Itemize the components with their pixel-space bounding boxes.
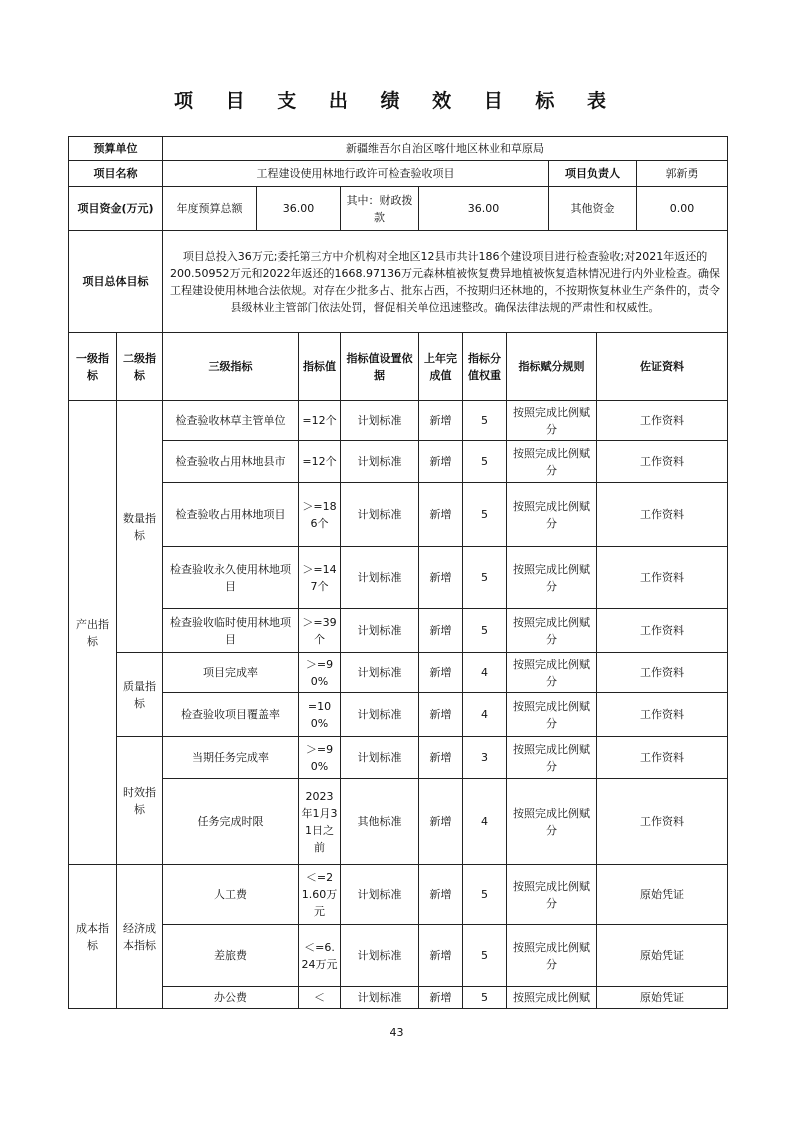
indicator-value: =100% bbox=[299, 693, 341, 737]
indicator-basis: 计划标准 bbox=[341, 483, 419, 547]
indicator-name: 检查验收项目覆盖率 bbox=[163, 693, 299, 737]
indicator-weight: 3 bbox=[463, 737, 507, 779]
budget-unit-row bbox=[69, 137, 728, 161]
indicator-name: 检查验收永久使用林地项目 bbox=[163, 547, 299, 609]
col-prev: 上年完成值 bbox=[419, 333, 463, 401]
col-rule: 指标赋分规则 bbox=[507, 333, 597, 401]
indicator-weight: 5 bbox=[463, 401, 507, 441]
table-row bbox=[69, 441, 728, 483]
col-level3: 三级指标 bbox=[163, 333, 299, 401]
project-owner-label: 项目负责人 bbox=[549, 161, 637, 187]
indicator-evidence: 原始凭证 bbox=[597, 925, 728, 987]
indicator-name: 办公费 bbox=[163, 987, 299, 1009]
other-funds-value: 0.00 bbox=[637, 187, 728, 231]
indicator-evidence: 工作资料 bbox=[597, 779, 728, 865]
indicator-rule: 按照完成比例赋分 bbox=[507, 865, 597, 925]
annual-budget-label: 年度预算总额 bbox=[163, 187, 257, 231]
indicator-name: 检查验收临时使用林地项目 bbox=[163, 609, 299, 653]
indicator-name: 任务完成时限 bbox=[163, 779, 299, 865]
indicator-prev: 新增 bbox=[419, 547, 463, 609]
indicator-weight: 5 bbox=[463, 441, 507, 483]
indicator-basis: 计划标准 bbox=[341, 547, 419, 609]
group-cost: 成本指标 bbox=[69, 865, 117, 1009]
funds-row bbox=[69, 187, 728, 231]
indicator-rule: 按照完成比例赋分 bbox=[507, 779, 597, 865]
indicator-name: 检查验收林草主管单位 bbox=[163, 401, 299, 441]
col-evidence: 佐证资料 bbox=[597, 333, 728, 401]
indicator-weight: 5 bbox=[463, 609, 507, 653]
indicator-evidence: 工作资料 bbox=[597, 547, 728, 609]
indicator-prev: 新增 bbox=[419, 693, 463, 737]
budget-unit-value: 新疆维吾尔自治区喀什地区林业和草原局 bbox=[163, 137, 728, 161]
table-row bbox=[69, 483, 728, 547]
indicator-rule: 按照完成比例赋分 bbox=[507, 609, 597, 653]
indicator-value: ＞=147个 bbox=[299, 547, 341, 609]
indicator-value: 2023年1月31日之前 bbox=[299, 779, 341, 865]
indicator-value: ＞=186个 bbox=[299, 483, 341, 547]
indicator-evidence: 工作资料 bbox=[597, 483, 728, 547]
indicator-basis: 计划标准 bbox=[341, 987, 419, 1009]
group-economic-cost: 经济成本指标 bbox=[117, 865, 163, 1009]
indicator-evidence: 工作资料 bbox=[597, 653, 728, 693]
indicator-evidence: 原始凭证 bbox=[597, 987, 728, 1009]
overall-goal-label: 项目总体目标 bbox=[69, 231, 163, 333]
table-row bbox=[69, 693, 728, 737]
col-weight: 指标分值权重 bbox=[463, 333, 507, 401]
column-header-row bbox=[69, 333, 728, 401]
group-quantity: 数量指标 bbox=[117, 401, 163, 653]
indicator-rule: 按照完成比例赋 bbox=[507, 987, 597, 1009]
performance-target-table bbox=[68, 136, 728, 1009]
overall-goal-text: 项目总投入36万元;委托第三方中介机构对全地区12县市共计186个建设项目进行检查验收;对2021年返还的200.50952万元和2022年返还的1668.97136万元森林植被恢复费异地植被恢复造林情况进行内外业检查。确保工程建设使用林地合法依规。对存在少批多占、批东占西，不按期归还林地的，不按期恢复林业生产条件的，责令县级林业主管部门依法处罚，督促相关单位迅速整改。确保法律法规的严肃性和权威性。 bbox=[163, 231, 728, 333]
table-row bbox=[69, 987, 728, 1009]
indicator-prev: 新增 bbox=[419, 779, 463, 865]
indicator-name: 项目完成率 bbox=[163, 653, 299, 693]
indicator-name: 差旅费 bbox=[163, 925, 299, 987]
indicator-weight: 4 bbox=[463, 779, 507, 865]
indicator-rule: 按照完成比例赋分 bbox=[507, 441, 597, 483]
indicator-name: 检查验收占用林地项目 bbox=[163, 483, 299, 547]
indicator-weight: 5 bbox=[463, 547, 507, 609]
fiscal-value: 36.00 bbox=[419, 187, 549, 231]
table-row bbox=[69, 401, 728, 441]
indicator-value: ＞=90% bbox=[299, 653, 341, 693]
indicator-basis: 计划标准 bbox=[341, 401, 419, 441]
indicator-weight: 4 bbox=[463, 653, 507, 693]
indicator-value: ＜=6.24万元 bbox=[299, 925, 341, 987]
indicator-name: 当期任务完成率 bbox=[163, 737, 299, 779]
group-timeliness: 时效指标 bbox=[117, 737, 163, 865]
indicator-value: ＜ bbox=[299, 987, 341, 1009]
indicator-rule: 按照完成比例赋分 bbox=[507, 653, 597, 693]
indicator-prev: 新增 bbox=[419, 653, 463, 693]
indicator-basis: 其他标准 bbox=[341, 779, 419, 865]
indicator-prev: 新增 bbox=[419, 737, 463, 779]
group-quality: 质量指标 bbox=[117, 653, 163, 737]
table-row bbox=[69, 865, 728, 925]
indicator-weight: 4 bbox=[463, 693, 507, 737]
indicator-prev: 新增 bbox=[419, 441, 463, 483]
indicator-prev: 新增 bbox=[419, 401, 463, 441]
indicator-evidence: 原始凭证 bbox=[597, 865, 728, 925]
indicator-prev: 新增 bbox=[419, 865, 463, 925]
indicator-basis: 计划标准 bbox=[341, 737, 419, 779]
indicator-rule: 按照完成比例赋分 bbox=[507, 401, 597, 441]
indicator-name: 检查验收占用林地县市 bbox=[163, 441, 299, 483]
col-value: 指标值 bbox=[299, 333, 341, 401]
indicator-evidence: 工作资料 bbox=[597, 737, 728, 779]
annual-budget-value: 36.00 bbox=[257, 187, 341, 231]
indicator-basis: 计划标准 bbox=[341, 865, 419, 925]
indicator-value: =12个 bbox=[299, 441, 341, 483]
indicator-evidence: 工作资料 bbox=[597, 441, 728, 483]
overall-goal-row bbox=[69, 231, 728, 333]
indicator-basis: 计划标准 bbox=[341, 441, 419, 483]
indicator-rule: 按照完成比例赋分 bbox=[507, 483, 597, 547]
indicator-weight: 5 bbox=[463, 925, 507, 987]
indicator-value: ＜=21.60万元 bbox=[299, 865, 341, 925]
indicator-basis: 计划标准 bbox=[341, 693, 419, 737]
indicator-rule: 按照完成比例赋分 bbox=[507, 737, 597, 779]
indicator-prev: 新增 bbox=[419, 609, 463, 653]
table-row bbox=[69, 779, 728, 865]
col-level1: 一级指标 bbox=[69, 333, 117, 401]
table-row bbox=[69, 609, 728, 653]
project-name-value: 工程建设使用林地行政许可检查验收项目 bbox=[163, 161, 549, 187]
indicator-name: 人工费 bbox=[163, 865, 299, 925]
indicator-evidence: 工作资料 bbox=[597, 609, 728, 653]
indicator-value: =12个 bbox=[299, 401, 341, 441]
page-title: 项 目 支 出 绩 效 目 标 表 bbox=[174, 90, 619, 112]
table-row bbox=[69, 737, 728, 779]
indicator-value: ＞=90% bbox=[299, 737, 341, 779]
col-basis: 指标值设置依据 bbox=[341, 333, 419, 401]
indicator-rule: 按照完成比例赋分 bbox=[507, 925, 597, 987]
indicator-prev: 新增 bbox=[419, 925, 463, 987]
indicator-value: ＞=39个 bbox=[299, 609, 341, 653]
funds-label: 项目资金(万元) bbox=[69, 187, 163, 231]
indicator-evidence: 工作资料 bbox=[597, 693, 728, 737]
indicator-rule: 按照完成比例赋分 bbox=[507, 693, 597, 737]
project-name-row bbox=[69, 161, 728, 187]
page-number: 43 bbox=[389, 1026, 404, 1039]
indicator-basis: 计划标准 bbox=[341, 609, 419, 653]
indicator-basis: 计划标准 bbox=[341, 653, 419, 693]
indicator-weight: 5 bbox=[463, 483, 507, 547]
table-row bbox=[69, 925, 728, 987]
indicator-weight: 5 bbox=[463, 987, 507, 1009]
col-level2: 二级指标 bbox=[117, 333, 163, 401]
project-owner-value: 郭新勇 bbox=[637, 161, 728, 187]
indicator-evidence: 工作资料 bbox=[597, 401, 728, 441]
group-output: 产出指标 bbox=[69, 401, 117, 865]
fiscal-label: 其中：财政拨款 bbox=[341, 187, 419, 231]
other-funds-label: 其他资金 bbox=[549, 187, 637, 231]
budget-unit-label: 预算单位 bbox=[69, 137, 163, 161]
indicator-basis: 计划标准 bbox=[341, 925, 419, 987]
project-name-label: 项目名称 bbox=[69, 161, 163, 187]
indicator-prev: 新增 bbox=[419, 987, 463, 1009]
table-row bbox=[69, 547, 728, 609]
indicator-prev: 新增 bbox=[419, 483, 463, 547]
table-row bbox=[69, 653, 728, 693]
indicator-weight: 5 bbox=[463, 865, 507, 925]
indicator-rule: 按照完成比例赋分 bbox=[507, 547, 597, 609]
